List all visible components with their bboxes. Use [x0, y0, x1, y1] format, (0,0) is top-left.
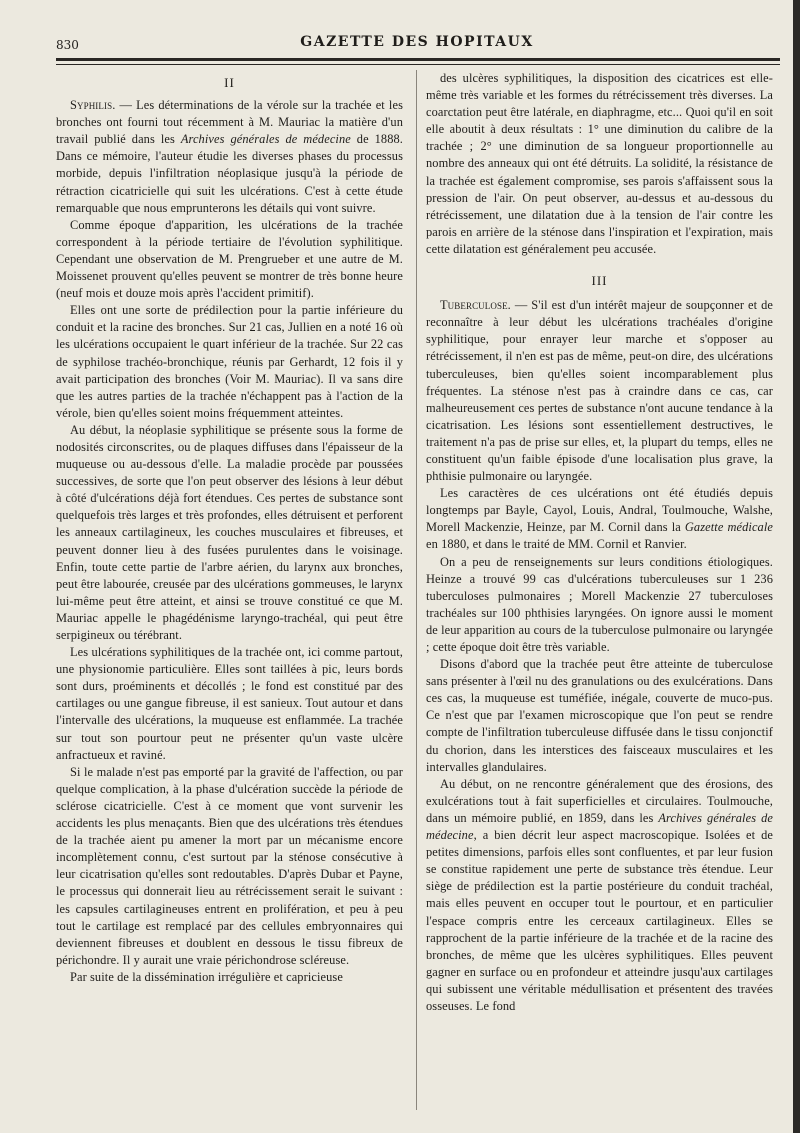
paragraph: On a peu de renseignements sur leurs conditions étiologiques. Heinze a trouvé 99 cas d'ulcérations tuberculeuses sur 1 236 tuberculoses pulmonaires ; Morell Mackenzie 27 tuberculoses trachéales sur 100 phthisies laryngées. On ignore aussi le moment de leur apparition au cours de la tuberculose pulmonaire ou laryngée ; cette époque doit être très variable. [426, 554, 773, 654]
running-title: GAZETTE DES HOPITAUX [300, 34, 534, 50]
journal-title: Archives générales de médecine [426, 810, 773, 843]
paragraph: Au début, on ne rencontre généralement que des érosions, des exulcérations tout à fait superficielles et circulaires. Toulmouche, dans un mémoire publié, en 1859, dans les Archives générales de médecine, a bien décrit leur aspect macroscopique. Isolées et de petites dimensions, parfois elles sont confluentes, et par leur fusion se constitue rapidement une perte de substance très étendue. Leur siège de prédilection est la partie postérieure du conduit trachéal, mais elles peuvent en occuper tout le pourtour, et en particulier l'espace compris entre les cerceaux cartilagineux. Elles se rapprochent de la partie inférieure de la trachée et de la racine des bronches, de même que les ulcères syphilitiques. Elles peuvent gagner en surface ou en profondeur et atteindre jusqu'aux cartilages qui subissent une véritable médullisation et présentent des travées osseuses. Le fond [426, 776, 773, 1013]
section-number-iii: III [591, 273, 608, 289]
paragraph: Les caractères de ces ulcérations ont été étudiés depuis longtemps par Bayle, Cayol, Louis, Andral, Toulmouche, Walshe, Morell Mackenzie, Heinze, par M. Cornil dans la Gazette médicale en 1880, et dans le traité de MM. Cornil et Ranvier. [426, 486, 773, 552]
paragraph: Disons d'abord que la trachée peut être atteinte de tuberculose sans présenter à l'œil nu des granulations ou des exulcérations. Dans ces cas, la muqueuse est tuméfiée, inégale, couverte de muco-pus. Ce n'est que par l'examen microscopique que l'on peut se rendre compte de l'infiltration tuberculeuse diffusée dans le tissu conjonctif du chorion, dans les interstices des faisceaux musculaires et les intervalles glandulaires. [426, 657, 773, 774]
paragraph: Tuberculose. — S'il est d'un intérêt majeur de soupçonner et de reconnaître à leur début les ulcérations trachéales d'origine syphilitique, pour enrayer leur marche et s'opposer au rétrécissement, il n'en est pas de même, peut-on dire, des ulcérations tuberculeuses, bien qu'elles soient incomparablement plus fréquentes. La sténose n'est pas à craindre dans ce cas, car malheureusement ces pertes de substance n'ont aucune tendance à la cicatrisation. Les lésions sont essentiellement destructives, le traitement n'a pas de prise sur elles, et, la plupart du temps, elles ne constituent qu'un faible épisode d'une localisation plus grave, la phthisie pulmonaire ou laryngée. [426, 298, 773, 484]
page-header [56, 30, 778, 56]
page-number: 830 [56, 38, 79, 52]
section-lead-tuberculose: Tuberculose. [440, 298, 511, 313]
paragraph: des ulcères syphilitiques, la disposition des cicatrices est elle-même très variable et les formes du rétrécissement très diverses. La coarctation peut être latérale, en diaphragme, etc... Quoi qu'il en soit elle aboutit à deux résultats : 1° une diminution du calibre de la trachée ; 2° une diminution de sa longueur proportionnelle au nombre des anneaux qui ont été détruits. La solidité, la résistance de la trachée est également compromise, ses parois s'affaissent sous la pression de l'air. On peut observer, au-dessus et au-dessous du rétrécissement, une dilatation due à la tension de l'air contre les parois en arrière de la sténose dans l'inspiration et l'expiration, mais cette dilatation est généralement peu accusée. [426, 71, 773, 256]
header-rule-thin [56, 64, 780, 65]
header-rule-thick [56, 58, 780, 61]
page-edge-shadow [793, 0, 800, 1133]
right-column [426, 70, 773, 1015]
paragraph: Les ulcérations syphilitiques de la trachée ont, ici comme partout, une physionomie particulière. Elles sont taillées à pic, leurs bords sont durs, proéminents et décollés ; le fond est constitué par des cartilages ou une gangue fibreuse, il est sanieux. Tout autour et dans l'intervalle des ulcérations, la muqueuse est enflammée. La trachée sur tout son pourtour peut ne présenter qu'un vaste ulcère anfractueux et raviné. [56, 645, 403, 762]
section-lead-syphilis: Syphilis. [70, 98, 116, 113]
paragraph: Par suite de la dissémination irrégulière et capricieuse [70, 969, 343, 984]
column-divider [416, 70, 417, 1110]
paragraph: Elles ont une sorte de prédilection pour la partie inférieure du conduit et la racine des bronches. Sur 21 cas, Jullien en a noté 16 où les ulcérations occupaient le quart inférieur de la trachée. Sur 22 cas de syphilose trachéo-bronchique, réunis par Gerhardt, 12 fois il y avait participation des bronches (Voir M. Mauriac). Il va sans dire que les autres parties de la trachée n'échappent pas à l'action de la vérole, bien qu'elles soient moins fréquemment atteintes. [56, 303, 403, 420]
journal-title: Archives générales de médecine [180, 132, 351, 147]
paragraph: Au début, la néoplasie syphilitique se présente sous la forme de nodosités circonscrites, ou de plaques diffuses dans l'épaisseur de la muqueuse ou au-dessous d'elle. La maladie procède par poussées successives, de sorte que l'on peut observer des lésions à leur début à côté d'ulcérations déjà fort étendues. Ces pertes de substance sont quelquefois très larges et très profondes, elles détruisent et perforent les anneaux cartilagineux, les couches musculaires et fibreuses, et peuvent donner lieu à des fusées purulentes dans le voisinage. Enfin, toute cette partie de l'arbre aérien, du larynx aux bronches, peut être labourée, creusée par des ulcérations gommeuses, le larynx lui-même peut être atteint, et ainsi se trouve constitué ce que M. Mauriac appelle le phagédénisme laryngo-trachéal, qui peut être serpigineux ou térébrant. [56, 422, 403, 642]
paragraph: Si le malade n'est pas emporté par la gravité de l'affection, ou par quelque complication, à la phase d'ulcération succède la période de sclérose cicatricielle. C'est à ce moment que vont survenir les accidents les plus menaçants. Bien que des ulcérations très étendues de la trachée aient pu amener la mort par un mécanisme encore incomplètement connu, c'est surtout par la sténose consécutive à leur cicatrisation qu'elles sont redoutables. D'après Dubar et Payne, le processus qui donnerait lieu au rétrécissement serait le suivant : les capsules cartilagineuses entrent en prolifération, et peu à peu tout le cartilage est remplacé par des cellules embryonnaires qui deviennent fibreuses et doublent en dessous le tissu fibreux de périchondre. Il y aurait une vraie périchondrose scléreuse. [56, 764, 403, 967]
paragraph: Syphilis. — Les déterminations de la vérole sur la trachée et les bronches ont fourni tout récemment à M. Mauriac la matière d'un travail publié dans les Archives générales de médecine de 1888. Dans ce mémoire, l'auteur étudie les diverses phases du processus morbide, depuis l'infiltration néoplasique jusqu'à la période de rétraction cicatricielle qui suit les ulcérations. C'est à cette étude remarquable que nous emprunterons les détails qui vont suivre. [56, 98, 403, 215]
left-column [56, 70, 403, 986]
journal-title: Gazette médicale [684, 520, 773, 535]
section-number-ii: II [224, 75, 235, 90]
paragraph: Comme époque d'apparition, les ulcérations de la trachée correspondent à la période tertiaire de l'évolution syphilitique. Cependant une observation de M. Prengrueber et une autre de M. Moissenet prouvent qu'elles peuvent se montrer de très bonne heure (neuf mois et douze mois après l'accident primitif). [56, 217, 403, 301]
